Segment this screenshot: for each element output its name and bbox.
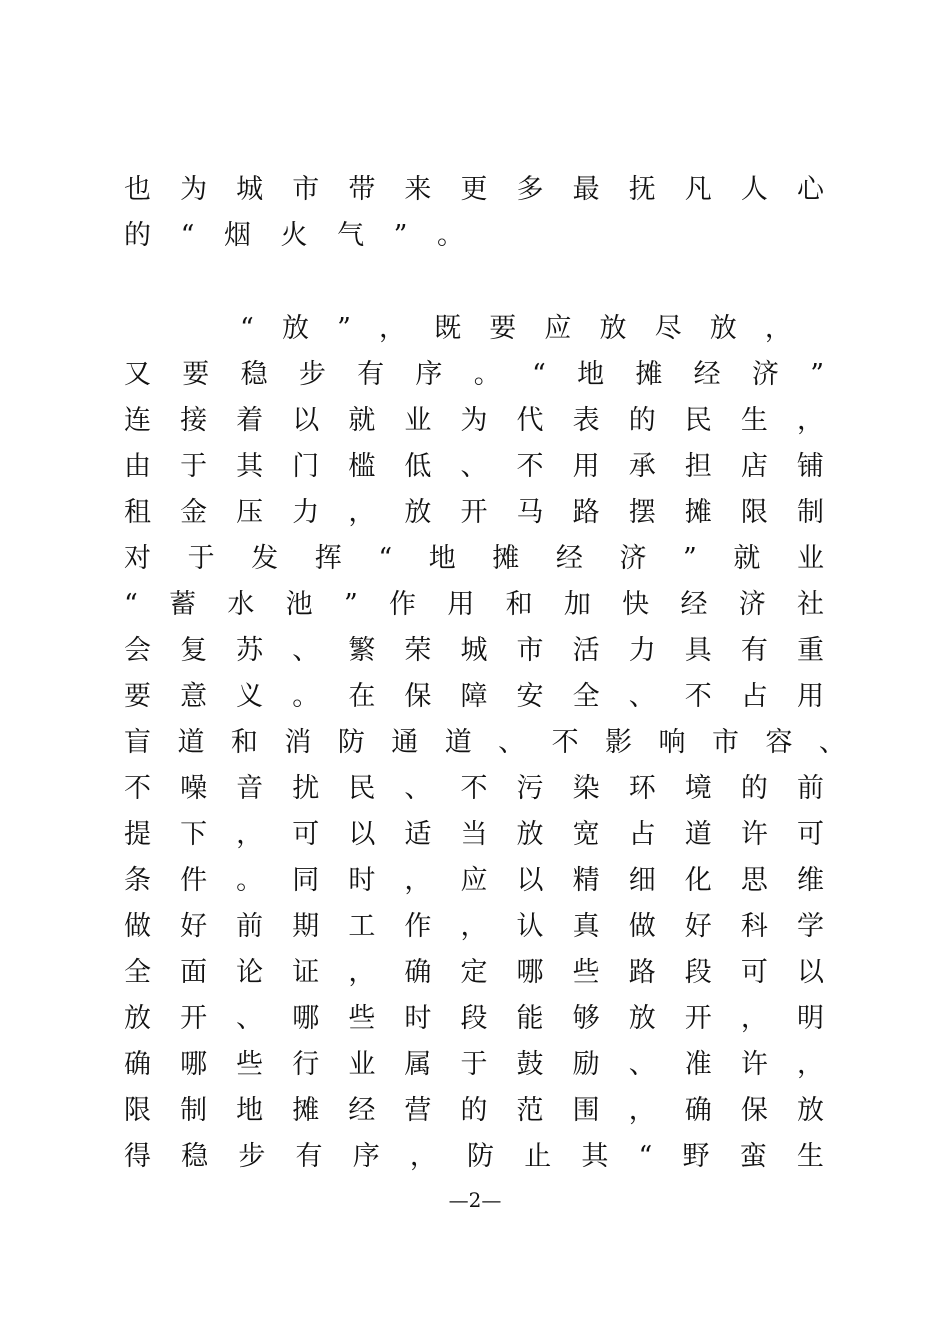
- text-char: 重: [796, 635, 824, 666]
- text-char: 烟: [223, 220, 251, 251]
- text-char: 哪: [180, 1049, 208, 1080]
- text-char: 凡: [684, 174, 712, 205]
- text-line: [124, 1134, 824, 1180]
- text-char: 不: [460, 773, 488, 804]
- text-char: 压: [236, 497, 264, 528]
- text-char: “: [378, 543, 393, 574]
- text-line: [124, 950, 824, 996]
- text-char: 为: [180, 174, 208, 205]
- text-char: 心: [796, 174, 824, 205]
- page-number: —2—: [448, 1188, 502, 1212]
- text-char: 代: [516, 405, 544, 436]
- text-char: ，: [740, 1003, 768, 1034]
- text-char: 、: [292, 635, 320, 666]
- text-char: 可: [292, 819, 320, 850]
- text-char: 开: [460, 497, 488, 528]
- text-char: 生: [796, 1141, 824, 1172]
- text-char: 噪: [180, 773, 208, 804]
- text-char: 人: [740, 174, 768, 205]
- text-line: [124, 904, 824, 950]
- paragraph-first-line: [240, 306, 792, 352]
- text-char: 不: [516, 451, 544, 482]
- text-char: 制: [180, 1095, 208, 1126]
- text-char: 能: [516, 1003, 544, 1034]
- text-char: 业: [796, 543, 824, 574]
- text-char: 其: [236, 451, 264, 482]
- text-line: [124, 536, 824, 582]
- text-char: 对: [124, 543, 151, 574]
- text-char: 思: [740, 865, 768, 896]
- text-char: 些: [236, 1049, 264, 1080]
- text-char: 民: [348, 773, 376, 804]
- text-char: 稳: [240, 359, 268, 390]
- text-char: 真: [572, 911, 600, 942]
- text-char: 精: [572, 865, 600, 896]
- text-char: 社: [797, 589, 824, 620]
- text-char: 占: [740, 681, 768, 712]
- text-char: 宽: [572, 819, 600, 850]
- text-char: 济: [619, 543, 647, 574]
- text-char: 限: [740, 497, 768, 528]
- text-char: 做: [124, 911, 151, 942]
- text-char: 路: [572, 497, 600, 528]
- text-char: 染: [572, 773, 600, 804]
- text-line: [124, 398, 824, 444]
- text-char: 营: [404, 1095, 432, 1126]
- text-char: 以: [348, 819, 376, 850]
- text-char: 些: [348, 1003, 376, 1034]
- text-line: [124, 996, 824, 1042]
- text-char: 不: [551, 727, 579, 758]
- text-char: “: [638, 1141, 653, 1172]
- text-char: 抚: [628, 174, 656, 205]
- text-line: [124, 1088, 824, 1134]
- text-char: 以: [292, 405, 320, 436]
- text-char: 繁: [348, 635, 376, 666]
- text-char: “: [531, 359, 546, 390]
- text-char: 放: [516, 819, 544, 850]
- text-char: 于: [180, 451, 208, 482]
- text-char: 限: [124, 1095, 151, 1126]
- text-char: 市: [516, 635, 544, 666]
- text-char: 以: [516, 865, 544, 896]
- text-char: 槛: [348, 451, 376, 482]
- text-char: 提: [124, 819, 151, 850]
- text-char: “: [124, 589, 138, 620]
- text-char: 加: [563, 589, 591, 620]
- text-char: 应: [544, 313, 572, 344]
- text-char: 复: [180, 635, 208, 666]
- text-char: 金: [180, 497, 208, 528]
- text-char: 多: [516, 174, 544, 205]
- text-char: “: [240, 313, 254, 344]
- text-char: 用: [572, 451, 600, 482]
- text-char: 和: [505, 589, 533, 620]
- text-char: 的: [740, 773, 768, 804]
- text-char: 道: [177, 727, 205, 758]
- text-char: 带: [348, 174, 376, 205]
- text-line: [124, 766, 824, 812]
- text-char: 些: [572, 957, 600, 988]
- text-line: [124, 628, 824, 674]
- text-char: 同: [292, 865, 320, 896]
- text-char: 店: [740, 451, 768, 482]
- text-char: 在: [348, 681, 376, 712]
- text-char: 要: [124, 681, 151, 712]
- text-char: 准: [684, 1049, 712, 1080]
- text-char: 面: [180, 957, 208, 988]
- text-char: 保: [404, 681, 432, 712]
- text-char: 尽: [654, 313, 682, 344]
- text-char: 荣: [404, 635, 432, 666]
- text-char: 以: [796, 957, 824, 988]
- text-char: 地: [577, 359, 605, 390]
- text-char: 步: [298, 359, 326, 390]
- text-char: 占: [628, 819, 656, 850]
- text-char: 的: [628, 405, 656, 436]
- text-char: 为: [460, 405, 488, 436]
- text-char: ，: [348, 497, 376, 528]
- text-char: 放: [599, 313, 627, 344]
- text-char: 民: [684, 405, 712, 436]
- text-char: “: [180, 220, 195, 251]
- text-char: 可: [796, 819, 824, 850]
- text-char: 开: [180, 1003, 208, 1034]
- text-char: 挥: [314, 543, 342, 574]
- text-char: 马: [516, 497, 544, 528]
- text-char: 用: [447, 589, 475, 620]
- text-char: 又: [124, 359, 151, 390]
- text-char: 确: [684, 1095, 712, 1126]
- text-char: 放: [628, 1003, 656, 1034]
- text-char: 序: [352, 1141, 380, 1172]
- text-char: ，: [796, 405, 824, 436]
- text-char: 有: [740, 635, 768, 666]
- text-char: 前: [236, 911, 264, 942]
- text-char: 、: [628, 681, 656, 712]
- text-char: 意: [180, 681, 208, 712]
- text-char: 明: [796, 1003, 824, 1034]
- text-char: 野: [682, 1141, 710, 1172]
- text-char: 于: [460, 1049, 488, 1080]
- text-char: 证: [292, 957, 320, 988]
- text-char: 做: [628, 911, 656, 942]
- text-char: 、: [460, 451, 488, 482]
- text-char: 段: [460, 1003, 488, 1034]
- text-line: [124, 582, 824, 628]
- text-char: 放: [404, 497, 432, 528]
- text-char: 件: [180, 865, 208, 896]
- text-char: 地: [236, 1095, 264, 1126]
- text-char: 接: [180, 405, 208, 436]
- text-char: 有: [295, 1141, 323, 1172]
- text-char: ，: [409, 1141, 437, 1172]
- text-char: 够: [572, 1003, 600, 1034]
- text-char: 前: [796, 773, 824, 804]
- text-char: 摊: [635, 359, 663, 390]
- text-char: 业: [404, 405, 432, 436]
- text-char: 通: [391, 727, 419, 758]
- text-char: 行: [292, 1049, 320, 1080]
- text-char: 担: [684, 451, 712, 482]
- text-char: 承: [628, 451, 656, 482]
- text-char: 表: [572, 405, 600, 436]
- text-char: ”: [343, 589, 358, 620]
- text-char: 作: [389, 589, 417, 620]
- text-char: 励: [572, 1049, 600, 1080]
- text-line: [124, 1042, 824, 1088]
- text-char: 期: [292, 911, 320, 942]
- text-char: 着: [236, 405, 264, 436]
- text-char: 放: [796, 1095, 824, 1126]
- text-char: 、: [236, 1003, 264, 1034]
- text-char: 放: [124, 1003, 151, 1034]
- text-char: 经: [348, 1095, 376, 1126]
- text-char: 维: [796, 865, 824, 896]
- text-char: 范: [516, 1095, 544, 1126]
- text-line: [124, 213, 464, 259]
- text-char: 得: [124, 1141, 151, 1172]
- text-char: 适: [404, 819, 432, 850]
- text-char: 低: [404, 451, 432, 482]
- text-line: [124, 352, 824, 398]
- text-char: 污: [516, 773, 544, 804]
- text-char: ，: [404, 865, 432, 896]
- text-char: 稳: [181, 1141, 209, 1172]
- text-char: 定: [460, 957, 488, 988]
- text-char: 经: [693, 359, 721, 390]
- text-char: 论: [236, 957, 264, 988]
- text-char: 城: [460, 635, 488, 666]
- text-char: 防: [467, 1141, 495, 1172]
- text-char: 开: [684, 1003, 712, 1034]
- text-char: 认: [516, 911, 544, 942]
- text-line: [124, 812, 824, 858]
- text-line: [124, 720, 846, 766]
- text-char: 应: [460, 865, 488, 896]
- text-char: 属: [404, 1049, 432, 1080]
- text-char: 响: [658, 727, 686, 758]
- text-char: 哪: [292, 1003, 320, 1034]
- text-line: [124, 444, 824, 490]
- text-char: 业: [348, 1049, 376, 1080]
- text-char: 就: [348, 405, 376, 436]
- text-char: 哪: [516, 957, 544, 988]
- text-char: 音: [236, 773, 264, 804]
- text-char: 容: [765, 727, 793, 758]
- text-char: ，: [348, 957, 376, 988]
- text-char: 最: [572, 174, 600, 205]
- text-char: ，: [460, 911, 488, 942]
- text-char: 化: [684, 865, 712, 896]
- text-char: 许: [740, 819, 768, 850]
- text-char: 。: [437, 220, 464, 251]
- text-char: 蛮: [739, 1141, 767, 1172]
- text-char: 境: [684, 773, 712, 804]
- text-char: 火: [280, 220, 308, 251]
- text-char: ，: [379, 313, 406, 344]
- text-char: 发: [251, 543, 279, 574]
- text-char: 好: [684, 911, 712, 942]
- text-char: 安: [516, 681, 544, 712]
- text-char: ，: [628, 1095, 656, 1126]
- text-char: 防: [337, 727, 365, 758]
- text-char: 生: [740, 405, 768, 436]
- text-char: 蓄: [169, 589, 197, 620]
- text-char: 就: [733, 543, 761, 574]
- text-char: 的: [124, 220, 151, 251]
- text-char: 济: [738, 589, 766, 620]
- text-char: ，: [236, 819, 264, 850]
- text-char: 经: [680, 589, 708, 620]
- text-char: 更: [460, 174, 488, 205]
- text-char: 摊: [684, 497, 712, 528]
- text-char: 。: [292, 681, 320, 712]
- text-char: ”: [810, 359, 824, 390]
- text-char: 力: [628, 635, 656, 666]
- text-char: 全: [124, 957, 151, 988]
- text-char: ”: [683, 543, 697, 574]
- text-char: 要: [182, 359, 210, 390]
- text-char: 盲: [124, 727, 151, 758]
- text-char: 义: [236, 681, 264, 712]
- text-char: 止: [524, 1141, 552, 1172]
- text-char: 、: [818, 727, 846, 758]
- text-char: 学: [796, 911, 824, 942]
- text-char: 消: [284, 727, 312, 758]
- text-char: 有: [357, 359, 385, 390]
- text-char: 保: [740, 1095, 768, 1126]
- text-char: 不: [684, 681, 712, 712]
- text-char: 活: [572, 635, 600, 666]
- text-char: 来: [404, 174, 432, 205]
- text-char: 步: [238, 1141, 266, 1172]
- text-char: 许: [740, 1049, 768, 1080]
- text-char: 时: [348, 865, 376, 896]
- text-line: [124, 490, 824, 536]
- text-char: 路: [628, 957, 656, 988]
- text-char: 摊: [292, 1095, 320, 1126]
- text-char: 鼓: [516, 1049, 544, 1080]
- text-char: 影: [605, 727, 633, 758]
- text-char: 当: [460, 819, 488, 850]
- text-char: 地: [428, 543, 456, 574]
- text-char: 城: [236, 174, 264, 205]
- text-char: 经: [555, 543, 583, 574]
- text-char: 序: [415, 359, 443, 390]
- text-char: 要: [489, 313, 517, 344]
- text-char: 确: [404, 957, 432, 988]
- text-char: 。: [236, 865, 264, 896]
- text-char: 、: [404, 773, 432, 804]
- text-char: 的: [460, 1095, 488, 1126]
- text-char: 既: [434, 313, 462, 344]
- text-char: 苏: [236, 635, 264, 666]
- text-char: 快: [622, 589, 650, 620]
- text-char: 租: [124, 497, 151, 528]
- text-char: 条: [124, 865, 151, 896]
- text-char: 气: [337, 220, 365, 251]
- text-char: 水: [227, 589, 255, 620]
- text-char: 扰: [292, 773, 320, 804]
- text-line: [124, 167, 824, 213]
- text-line: [124, 674, 824, 720]
- text-char: 工: [348, 911, 376, 942]
- text-char: 、: [628, 1049, 656, 1080]
- text-char: 障: [460, 681, 488, 712]
- text-char: 会: [124, 635, 151, 666]
- text-char: 于: [187, 543, 215, 574]
- text-char: 放: [709, 313, 737, 344]
- text-char: 连: [124, 405, 151, 436]
- text-char: 门: [292, 451, 320, 482]
- text-line: [124, 858, 824, 904]
- text-char: 也: [124, 174, 151, 205]
- text-char: 道: [444, 727, 472, 758]
- text-char: 和: [230, 727, 258, 758]
- text-char: 具: [684, 635, 712, 666]
- text-char: 科: [740, 911, 768, 942]
- text-char: 济: [751, 359, 779, 390]
- text-char: 制: [796, 497, 824, 528]
- text-char: 可: [740, 957, 768, 988]
- text-char: 道: [684, 819, 712, 850]
- text-char: 。: [473, 359, 501, 390]
- text-char: 用: [796, 681, 824, 712]
- text-char: 摆: [628, 497, 656, 528]
- text-char: 段: [684, 957, 712, 988]
- text-char: 不: [124, 773, 151, 804]
- text-char: 好: [180, 911, 208, 942]
- text-char: 其: [581, 1141, 609, 1172]
- text-char: ，: [764, 313, 792, 344]
- text-char: 市: [292, 174, 320, 205]
- text-char: 由: [124, 451, 151, 482]
- text-char: 池: [285, 589, 313, 620]
- text-char: 摊: [492, 543, 520, 574]
- text-char: 细: [628, 865, 656, 896]
- text-char: 全: [572, 681, 600, 712]
- text-char: 、: [498, 727, 526, 758]
- text-char: 铺: [796, 451, 824, 482]
- text-char: 围: [572, 1095, 600, 1126]
- text-char: 确: [124, 1049, 151, 1080]
- text-char: ，: [796, 1049, 824, 1080]
- text-char: 作: [404, 911, 432, 942]
- text-char: 环: [628, 773, 656, 804]
- text-char: ”: [393, 220, 408, 251]
- text-char: 时: [404, 1003, 432, 1034]
- text-char: ”: [337, 313, 351, 344]
- text-char: 力: [292, 497, 320, 528]
- text-char: 放: [281, 313, 309, 344]
- text-char: 下: [180, 819, 208, 850]
- text-char: 市: [711, 727, 739, 758]
